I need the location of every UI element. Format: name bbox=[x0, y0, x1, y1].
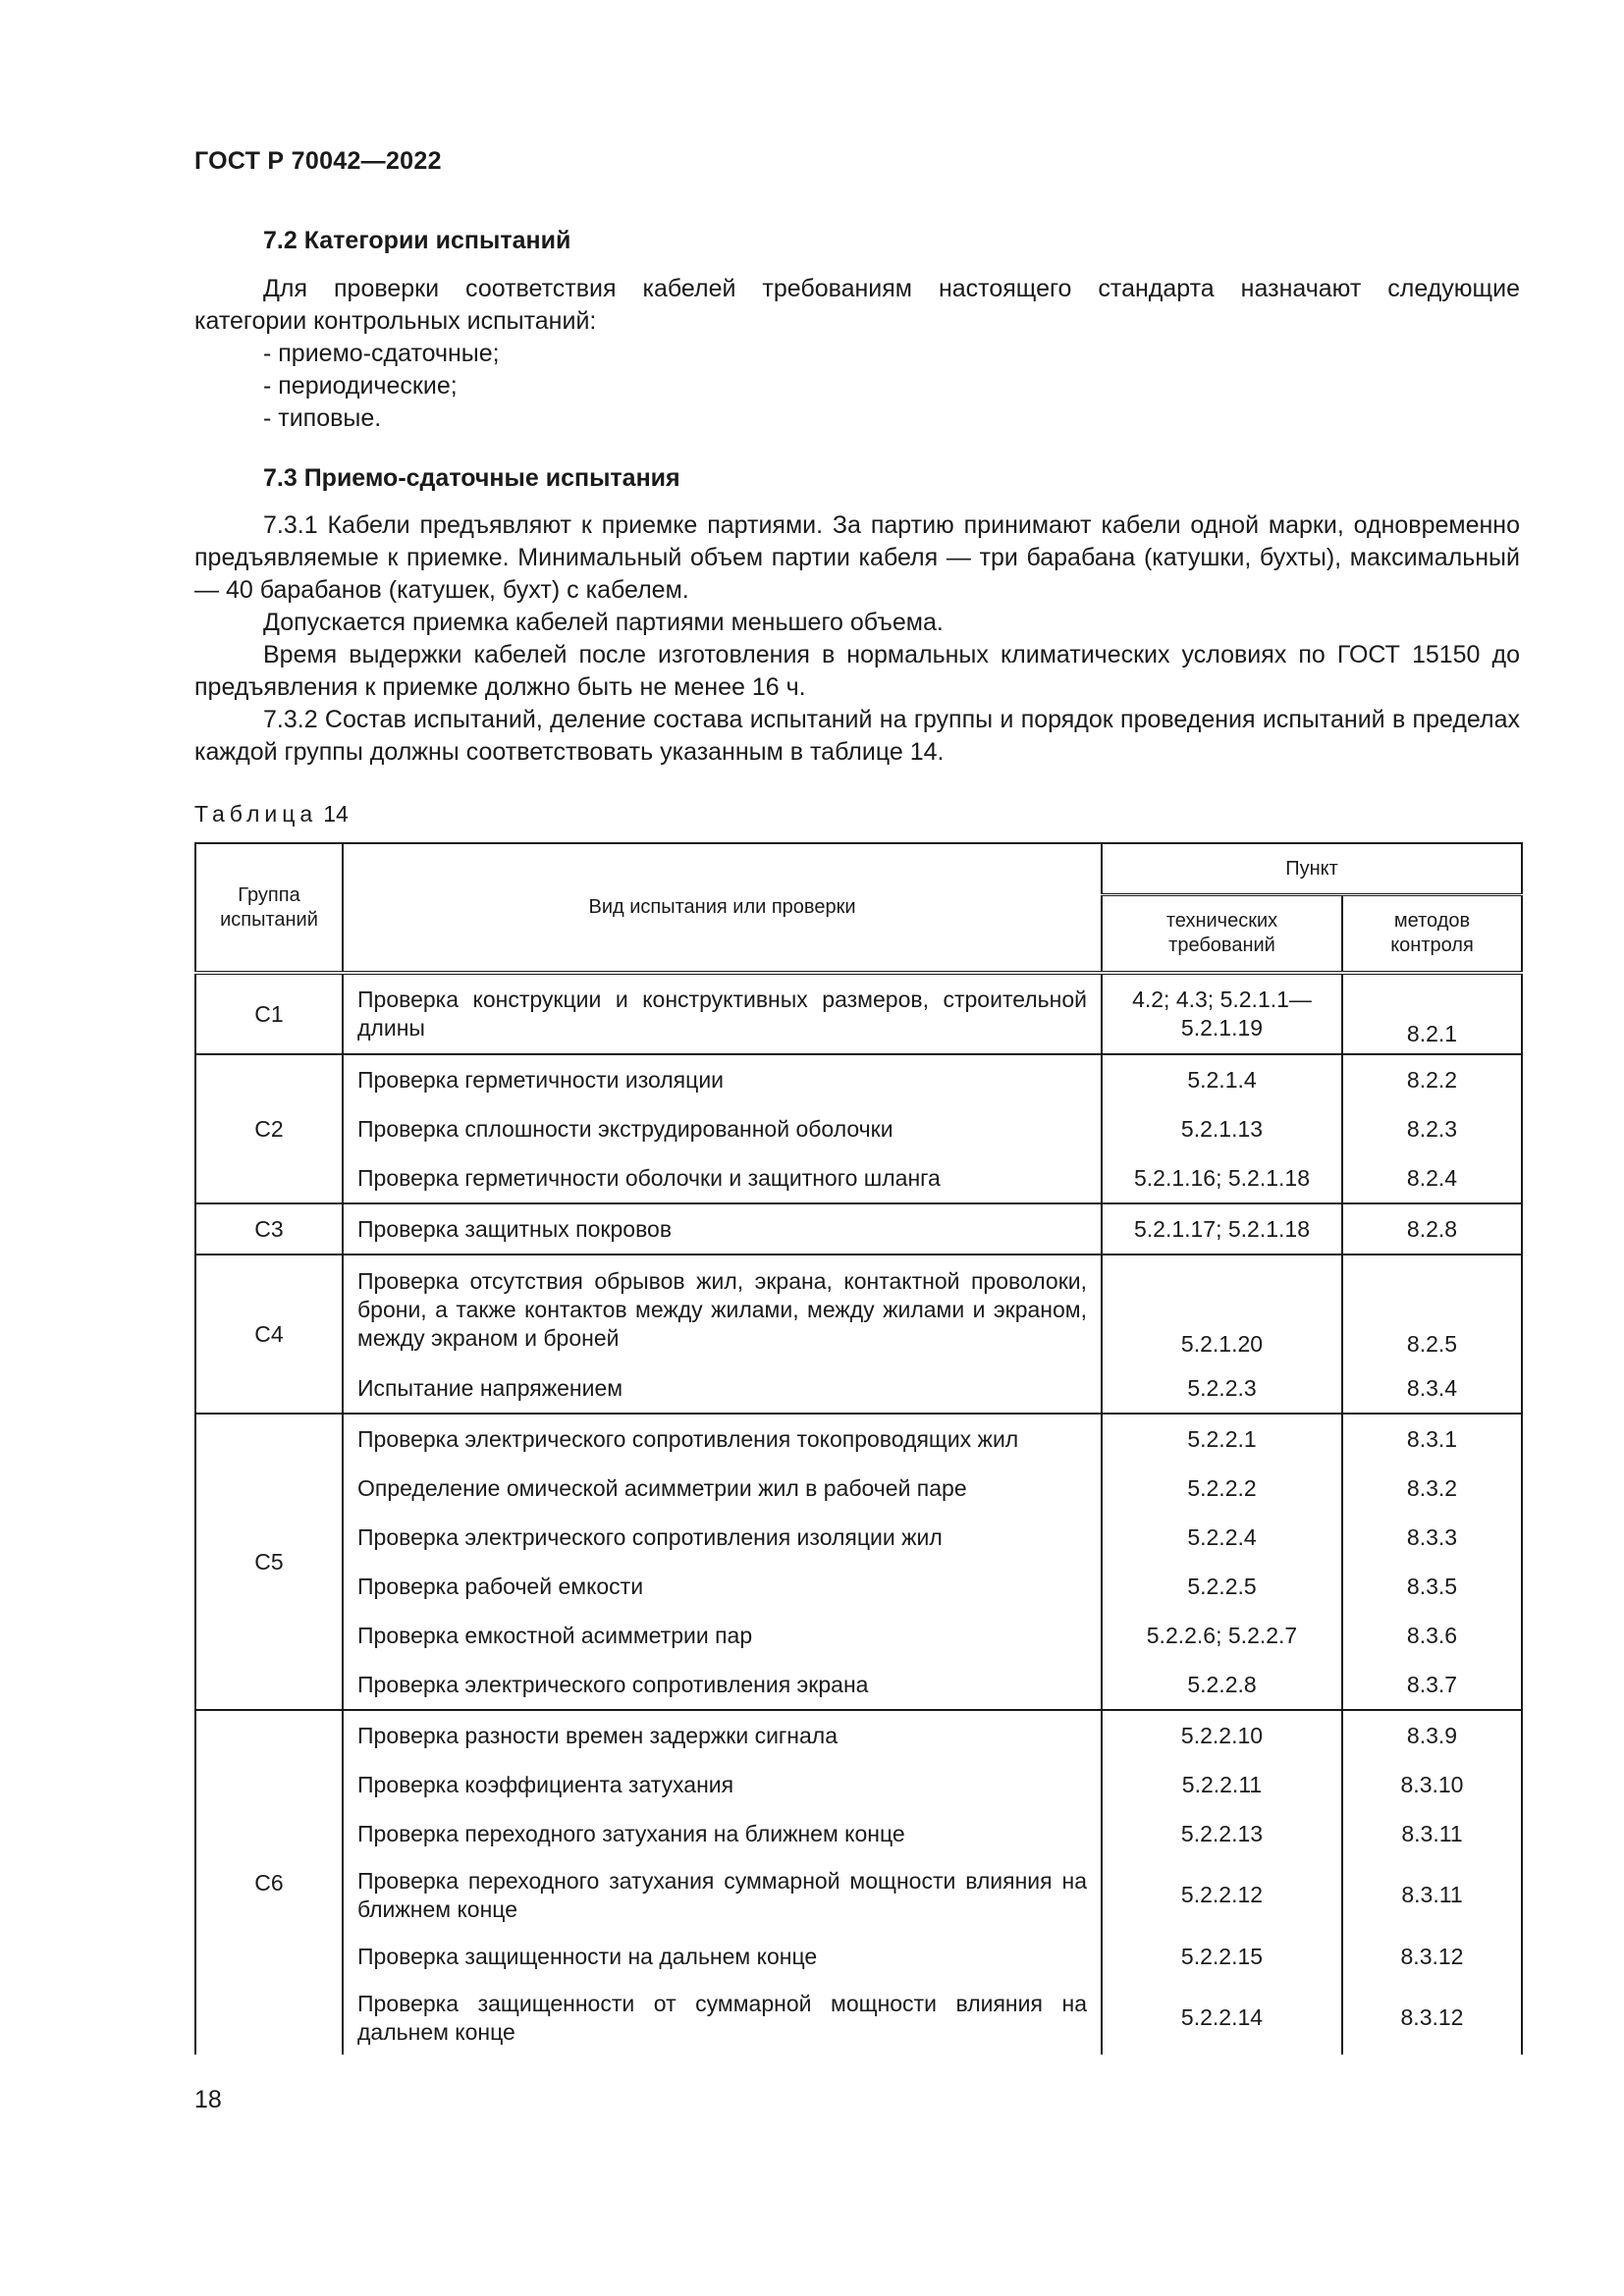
test-name-cell: Проверка переходного затухания на ближнем конце bbox=[343, 1809, 1102, 1858]
intro-line-2: категории контрольных испытаний: bbox=[194, 307, 597, 335]
tech-cell: 5.2.1.20 bbox=[1102, 1255, 1342, 1363]
table-caption-number: 14 bbox=[323, 801, 349, 827]
method-cell: 8.2.8 bbox=[1342, 1203, 1522, 1255]
header-group: Группа испытаний bbox=[195, 843, 343, 973]
method-cell: 8.2.5 bbox=[1342, 1255, 1522, 1363]
table-row bbox=[195, 1858, 1522, 1932]
test-name-cell: Проверка емкостной асимметрии пар bbox=[343, 1611, 1102, 1660]
tech-cell: 5.2.2.2 bbox=[1102, 1464, 1342, 1513]
table-caption-word: Таблица bbox=[194, 801, 318, 827]
list-item: - периодические; bbox=[263, 372, 458, 400]
tests-table bbox=[194, 842, 1523, 2055]
tech-cell: 5.2.1.16; 5.2.1.18 bbox=[1102, 1153, 1342, 1203]
list-item: - типовые. bbox=[263, 404, 382, 432]
tech-cell: 5.2.2.1 bbox=[1102, 1414, 1342, 1464]
test-name-cell: Проверка сплошности экструдированной оболочки bbox=[343, 1104, 1102, 1153]
test-name-cell: Проверка рабочей емкости bbox=[343, 1562, 1102, 1611]
tech-cell: 5.2.1.4 bbox=[1102, 1054, 1342, 1104]
method-cell: 8.3.5 bbox=[1342, 1562, 1522, 1611]
table-caption bbox=[194, 801, 349, 828]
test-name-cell: Проверка защищенности на дальнем конце bbox=[343, 1932, 1102, 1981]
paragraph-text: 7.3.1 Кабели предъявляют к приемке партиями. За партию принимают кабели одной марки, одновременно предъявляемые к приемке. Минимальный объем партии кабеля — три барабана (катушки, бухты), максимальный — 40 барабанов (катушек, бухт) с кабелем. bbox=[194, 511, 1520, 604]
table-row bbox=[195, 973, 1522, 1054]
tech-cell: 5.2.2.11 bbox=[1102, 1760, 1342, 1809]
test-name-cell: Проверка герметичности оболочки и защитного шланга bbox=[343, 1153, 1102, 1203]
paragraph-7-3-2 bbox=[194, 704, 1520, 769]
intro-line-1: Для проверки соответствия кабелей требованиям настоящего стандарта назначают следующие bbox=[263, 275, 1520, 302]
test-name-cell: Проверка конструкции и конструктивных размеров, строительной длины bbox=[343, 973, 1102, 1054]
tech-cell: 5.2.2.10 bbox=[1102, 1710, 1342, 1760]
tech-cell: 5.2.2.13 bbox=[1102, 1809, 1342, 1858]
table-row bbox=[195, 1710, 1522, 1760]
method-cell: 8.3.6 bbox=[1342, 1611, 1522, 1660]
tech-cell: 5.2.1.17; 5.2.1.18 bbox=[1102, 1203, 1342, 1255]
method-cell: 8.2.3 bbox=[1342, 1104, 1522, 1153]
document-header: ГОСТ Р 70042—2022 bbox=[194, 147, 442, 175]
tech-cell: 5.2.2.5 bbox=[1102, 1562, 1342, 1611]
method-cell: 8.3.12 bbox=[1342, 1932, 1522, 1981]
test-name-cell: Испытание напряжением bbox=[343, 1363, 1102, 1414]
method-cell: 8.3.7 bbox=[1342, 1660, 1522, 1710]
table-row bbox=[195, 1363, 1522, 1414]
table-row bbox=[195, 1153, 1522, 1203]
header-control-methods: методов контроля bbox=[1342, 895, 1522, 974]
header-point: Пункт bbox=[1102, 843, 1522, 895]
group-cell: С2 bbox=[195, 1054, 343, 1203]
table-row bbox=[195, 1660, 1522, 1710]
table-row bbox=[195, 1513, 1522, 1562]
test-name-cell: Проверка электрического сопротивления экрана bbox=[343, 1660, 1102, 1710]
tech-cell: 5.2.2.15 bbox=[1102, 1932, 1342, 1981]
test-name-cell: Проверка защищенности от суммарной мощности влияния на дальнем конце bbox=[343, 1981, 1102, 2055]
list-item: - приемо-сдаточные; bbox=[263, 340, 500, 367]
tech-cell: 5.2.2.4 bbox=[1102, 1513, 1342, 1562]
method-cell: 8.2.1 bbox=[1342, 973, 1522, 1054]
method-cell: 8.3.1 bbox=[1342, 1414, 1522, 1464]
paragraph-text: Время выдержки кабелей после изготовления в нормальных климатических условиях по ГОСТ 15150 до предъявления к приемке должно быть не менее 16 ч. bbox=[194, 641, 1520, 701]
paragraph-holding-time bbox=[194, 639, 1520, 704]
section-7-2-heading: 7.2 Категории испытаний bbox=[263, 227, 571, 254]
test-name-cell: Проверка защитных покровов bbox=[343, 1203, 1102, 1255]
section-7-3-heading: 7.3 Приемо-сдаточные испытания bbox=[263, 464, 680, 492]
header-test-type: Вид испытания или проверки bbox=[343, 843, 1102, 973]
table-row bbox=[195, 1809, 1522, 1858]
test-name-cell: Проверка коэффициента затухания bbox=[343, 1760, 1102, 1809]
method-cell: 8.3.3 bbox=[1342, 1513, 1522, 1562]
table-row bbox=[195, 1464, 1522, 1513]
method-cell: 8.3.9 bbox=[1342, 1710, 1522, 1760]
method-cell: 8.2.2 bbox=[1342, 1054, 1522, 1104]
paragraph-7-3-1 bbox=[194, 509, 1520, 607]
method-cell: 8.3.12 bbox=[1342, 1981, 1522, 2055]
method-cell: 8.3.11 bbox=[1342, 1809, 1522, 1858]
tech-cell: 5.2.2.12 bbox=[1102, 1858, 1342, 1932]
table-row bbox=[195, 1562, 1522, 1611]
test-name-cell: Проверка герметичности изоляции bbox=[343, 1054, 1102, 1104]
paragraph-text: Допускается приемка кабелей партиями меньшего объема. bbox=[263, 609, 944, 636]
tech-cell: 5.2.2.14 bbox=[1102, 1981, 1342, 2055]
method-cell: 8.3.11 bbox=[1342, 1858, 1522, 1932]
method-cell: 8.3.4 bbox=[1342, 1363, 1522, 1414]
table-row bbox=[195, 1760, 1522, 1809]
table-row bbox=[195, 1054, 1522, 1104]
table-row bbox=[195, 1203, 1522, 1255]
table-row bbox=[195, 1255, 1522, 1363]
tech-cell: 5.2.2.3 bbox=[1102, 1363, 1342, 1414]
test-name-cell: Проверка переходного затухания суммарной мощности влияния на ближнем конце bbox=[343, 1858, 1102, 1932]
table-row bbox=[195, 1104, 1522, 1153]
method-cell: 8.2.4 bbox=[1342, 1153, 1522, 1203]
tech-cell: 4.2; 4.3; 5.2.1.1—5.2.1.19 bbox=[1102, 973, 1342, 1054]
table-row bbox=[195, 1611, 1522, 1660]
tech-cell: 5.2.2.6; 5.2.2.7 bbox=[1102, 1611, 1342, 1660]
section-7-2-intro bbox=[194, 273, 1520, 338]
test-name-cell: Проверка разности времен задержки сигнала bbox=[343, 1710, 1102, 1760]
group-cell: С6 bbox=[195, 1710, 343, 2055]
test-name-cell: Проверка отсутствия обрывов жил, экрана, контактной проволоки, брони, а также контактов между жилами, между жилами и экраном, между экраном и броней bbox=[343, 1255, 1102, 1363]
group-cell: С3 bbox=[195, 1203, 343, 1255]
header-tech-requirements: технических требований bbox=[1102, 895, 1342, 974]
group-cell: С5 bbox=[195, 1414, 343, 1710]
test-name-cell: Проверка электрического сопротивления изоляции жил bbox=[343, 1513, 1102, 1562]
group-cell: С1 bbox=[195, 973, 343, 1054]
tech-cell: 5.2.2.8 bbox=[1102, 1660, 1342, 1710]
tech-cell: 5.2.1.13 bbox=[1102, 1104, 1342, 1153]
method-cell: 8.3.10 bbox=[1342, 1760, 1522, 1809]
page-number: 18 bbox=[194, 2086, 222, 2113]
table-row bbox=[195, 1981, 1522, 2055]
table-row bbox=[195, 1414, 1522, 1464]
table-row bbox=[195, 1932, 1522, 1981]
paragraph-batch-size bbox=[194, 607, 1520, 639]
test-name-cell: Проверка электрического сопротивления токопроводящих жил bbox=[343, 1414, 1102, 1464]
method-cell: 8.3.2 bbox=[1342, 1464, 1522, 1513]
paragraph-text: 7.3.2 Состав испытаний, деление состава испытаний на группы и порядок проведения испытаний в пределах каждой группы должны соответствовать указанным в таблице 14. bbox=[194, 706, 1520, 766]
test-name-cell: Определение омической асимметрии жил в рабочей паре bbox=[343, 1464, 1102, 1513]
group-cell: С4 bbox=[195, 1255, 343, 1414]
